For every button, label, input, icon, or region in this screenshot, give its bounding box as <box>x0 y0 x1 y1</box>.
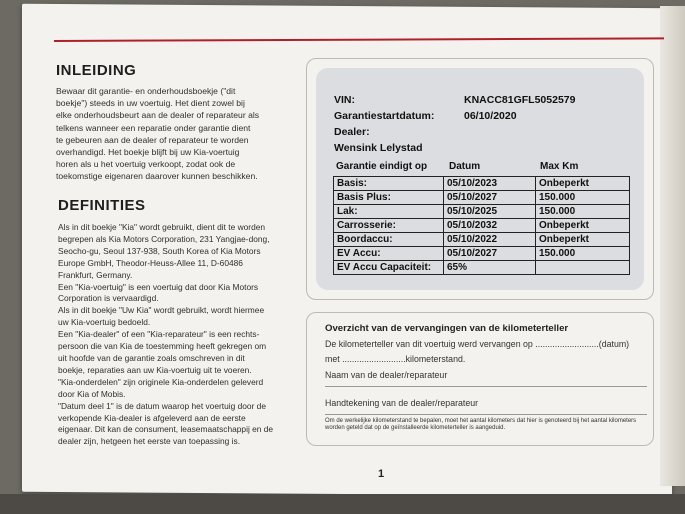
table-cell: 05/10/2027 <box>444 247 536 261</box>
col-header-date: Datum <box>449 161 481 172</box>
definition-line: persoon die van Kia de toestemming heeft gekregen om <box>58 341 267 352</box>
vin-value: KNACC81GFL5052579 <box>464 94 576 106</box>
intro-line: Bewaar dit garantie- en onderhoudsboekje ("dit <box>56 86 236 96</box>
definition-line: uit hoofde van de garantie zoals omschreven in dit <box>58 352 245 363</box>
definition-line: dealer zijn, hetgeen het eerste van toepassing is. <box>58 436 241 447</box>
table-cell: Basis: <box>334 177 444 191</box>
table-row <box>334 205 630 219</box>
table-row <box>334 247 630 261</box>
definitions-text <box>58 222 298 448</box>
definition-line: Seocho-gu, Seoul 137-938, South Korea of Kia Motors <box>58 245 261 256</box>
table-cell: Onbeperkt <box>536 177 630 191</box>
definition-line: Corporation is vervaardigd. <box>58 293 159 304</box>
warranty-table <box>333 176 630 275</box>
table-cell: 65% <box>444 261 536 275</box>
start-date-label: Garantiestartdatum: <box>334 110 435 122</box>
dealer-name-rule <box>325 386 647 387</box>
definitions-heading: DEFINITIES <box>58 197 146 214</box>
page-number: 1 <box>378 468 385 480</box>
dealer-label: Dealer: <box>334 126 370 138</box>
definition-line: begrepen als Kia Motors Corporation, 231 Yangjae-dong, <box>58 233 270 244</box>
table-surface <box>0 494 685 514</box>
odometer-km-line: met ..........................kilometerstand. <box>325 354 466 364</box>
next-page-edge <box>660 6 685 486</box>
table-cell: Onbeperkt <box>536 233 630 247</box>
odometer-title: Overzicht van de vervangingen van de kilometerteller <box>325 323 569 334</box>
vin-label: VIN: <box>334 94 355 106</box>
definition-line: "Kia-onderdelen" zijn originele Kia-onderdelen geleverd <box>58 376 264 387</box>
table-row <box>334 233 630 247</box>
intro-line: toekomstige eigenaren daarover kunnen beschikken. <box>56 171 258 182</box>
table-cell: EV Accu Capaciteit: <box>334 261 444 275</box>
table-row <box>334 177 630 191</box>
table-cell: Carrosserie: <box>334 219 444 233</box>
intro-heading: INLEIDING <box>56 62 137 79</box>
dealer-value: Wensink Lelystad <box>334 142 423 154</box>
table-cell <box>536 261 630 275</box>
table-cell: 05/10/2025 <box>444 205 536 219</box>
table-cell: 05/10/2027 <box>444 191 536 205</box>
table-cell: Onbeperkt <box>536 219 630 233</box>
intro-line: telkens wanneer een reparatie onder garantie dient <box>56 122 251 133</box>
table-cell: Basis Plus: <box>334 191 444 205</box>
definition-line: Als in dit boekje "Uw Kia" wordt gebruikt, wordt hiermee <box>58 305 265 316</box>
definition-line: Frankfurt, Germany. <box>58 269 133 280</box>
intro-paragraph <box>56 85 296 183</box>
odometer-fine-print: Om de werkelijke kilometerstand te bepalen, moet het aantal kilometers dat hier is genoteerd bij het aantal kilometers worden geteld dat op de geïnstalleerde kilometerteller is aangeduid. <box>325 418 637 432</box>
table-cell: 05/10/2022 <box>444 233 536 247</box>
start-date-value: 06/10/2020 <box>464 110 517 122</box>
definition-line: Europe GmbH, Theodor-Heuss-Allee 11, D-60486 <box>58 257 243 268</box>
col-header-item: Garantie eindigt op <box>336 161 428 172</box>
signature-label: Handtekening van de dealer/reparateur <box>325 398 479 408</box>
intro-line: overhandigd. Het boekje blijft bij uw Kia-voertuig <box>56 147 240 158</box>
definition-line: boekje, reparaties aan uw Kia-voertuig uit te voeren. <box>58 364 252 375</box>
table-cell: Boordaccu: <box>334 233 444 247</box>
table-cell: Lak: <box>334 205 444 219</box>
definition-line: eigenaar. Dit kan de consument, leasemaatschappij en de <box>58 424 274 435</box>
definition-line: verkopende Kia-dealer is afgeleverd aan de eerste <box>58 412 246 423</box>
definition-line: Een "Kia-dealer" of een "Kia-reparateur" is een rechts- <box>58 329 260 340</box>
intro-line: elke onderhoudsbeurt aan de dealer of reparateur als <box>56 110 260 121</box>
table-cell: 150.000 <box>536 191 630 205</box>
table-cell: 05/10/2023 <box>444 177 536 191</box>
table-cell: 150.000 <box>536 205 630 219</box>
intro-line: horen als u het voertuig verkoopt, zodat ook de <box>56 159 236 170</box>
intro-line: boekje") steeds in uw voertuig. Het dient zowel bij <box>56 98 245 109</box>
intro-section <box>56 62 296 183</box>
table-cell: EV Accu: <box>334 247 444 261</box>
table-cell: 05/10/2032 <box>444 219 536 233</box>
table-cell: 150.000 <box>536 247 630 261</box>
definition-line: uw Kia-voertuig bedoeld. <box>58 317 151 328</box>
definition-line: "Datum deel 1" is de datum waarop het voertuig door de <box>58 400 266 411</box>
definition-line: Als in dit boekje "Kia" wordt gebruikt, dient dit te worden <box>58 222 266 232</box>
definition-line: Een "Kia-voertuig" is een voertuig dat door Kia Motors <box>58 281 259 292</box>
intro-line: te gebeuren aan de dealer of reparateur te worden <box>56 134 249 145</box>
odometer-replaced-line: De kilometerteller van dit voertuig werd vervangen op ..........................(datum) <box>325 339 630 349</box>
definition-line: door Kia of Mobis. <box>58 388 126 399</box>
table-row <box>334 191 630 205</box>
dealer-name-label: Naam van de dealer/reparateur <box>325 370 448 380</box>
table-row <box>334 261 630 275</box>
col-header-km: Max Km <box>540 161 579 172</box>
signature-rule <box>325 414 647 415</box>
table-row <box>334 219 630 233</box>
